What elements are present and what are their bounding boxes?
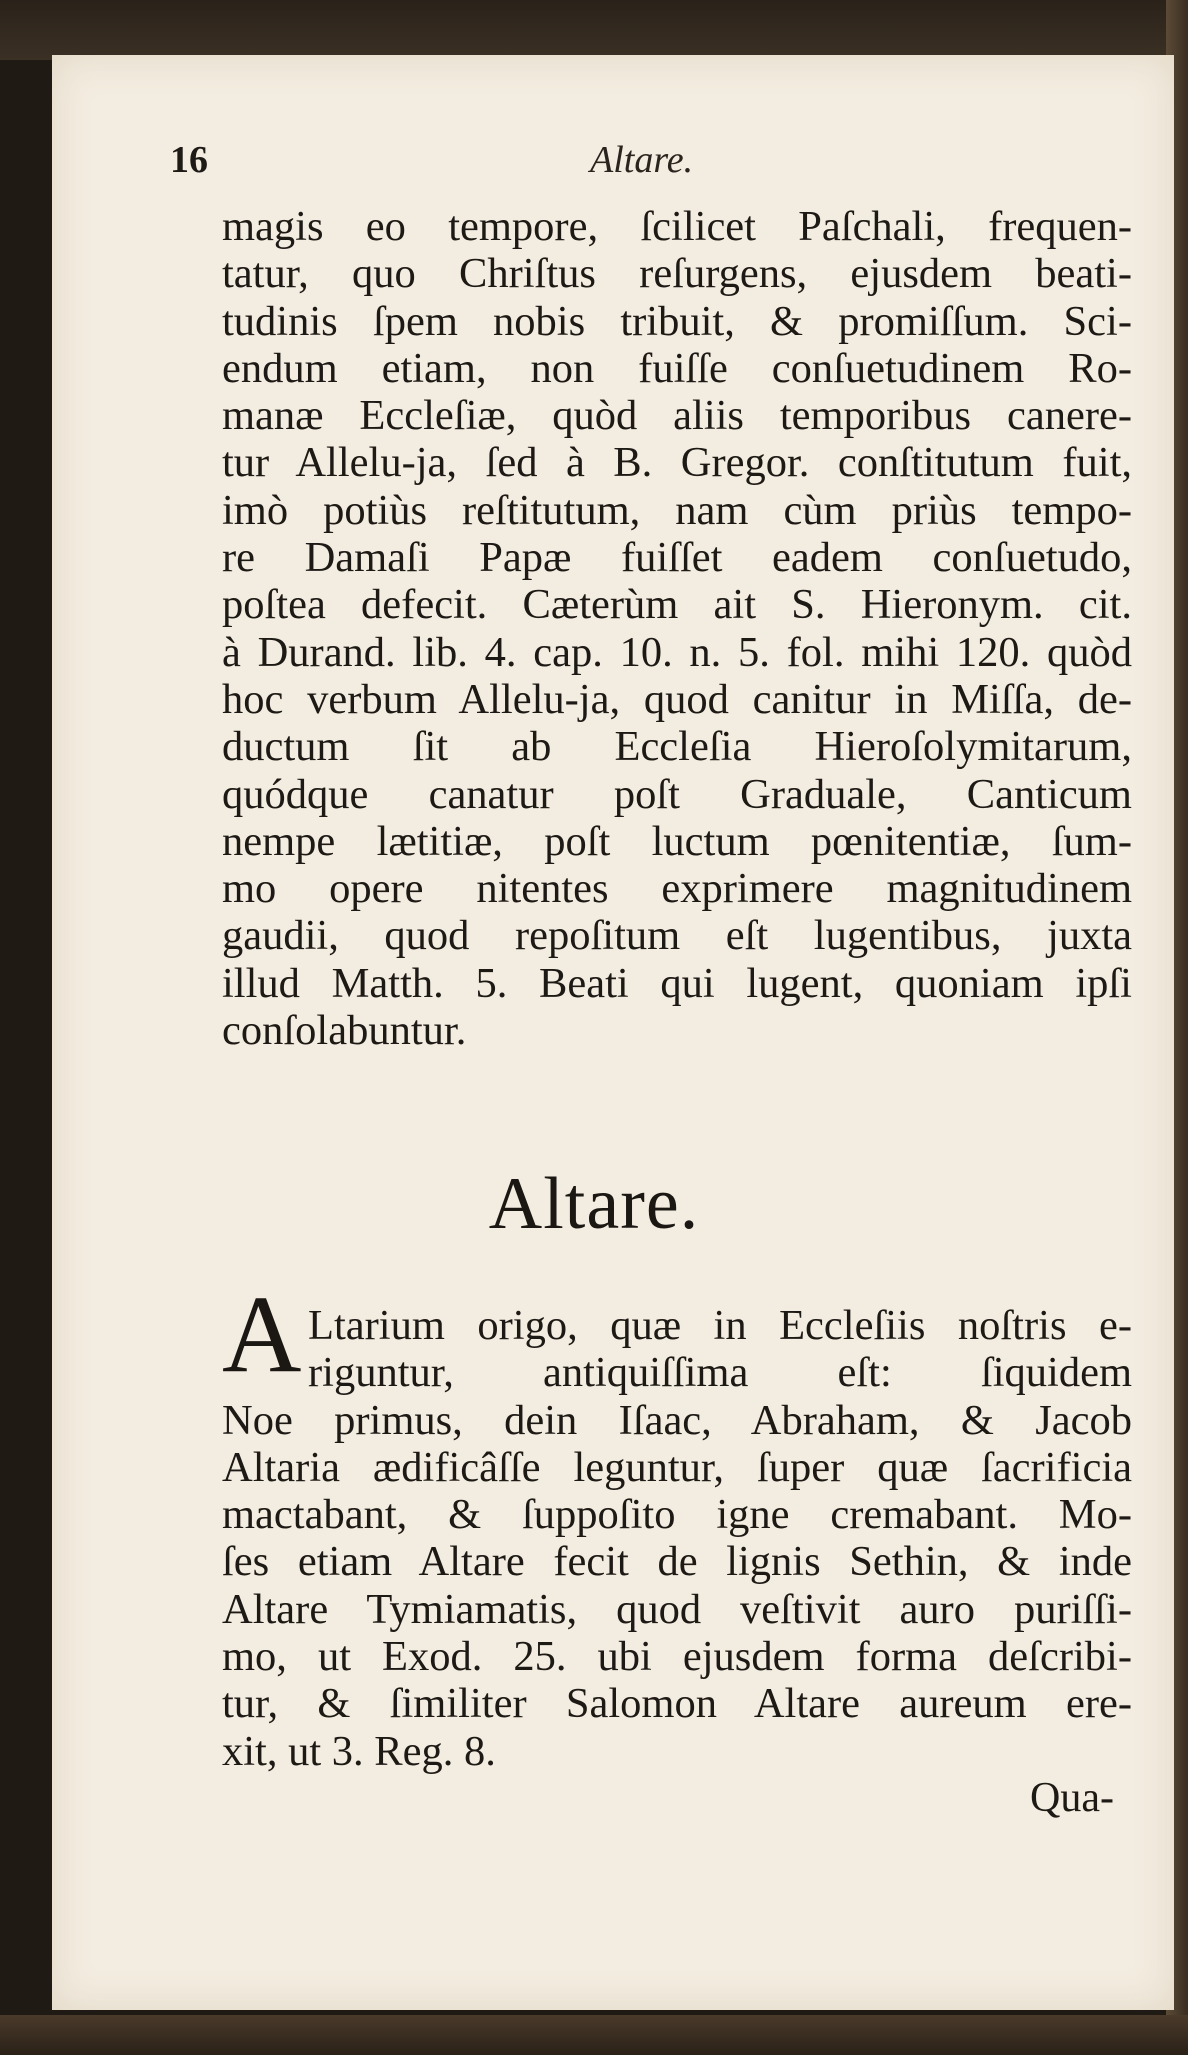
text-line: hoc verbum Allelu-ja, quod canitur in Miſſa, de- — [222, 675, 1132, 723]
text-line: endum etiam, non fuiſſe conſuetudinem Ro- — [222, 344, 1132, 392]
text-line: Noe primus, dein Iſaac, Abraham, & Jacob — [222, 1396, 1132, 1444]
section-title: Altare. — [488, 1163, 700, 1245]
text-line: illud Matth. 5. Beati qui lugent, quoniam ipſi — [222, 959, 1132, 1007]
running-head: Altare. — [590, 139, 694, 181]
text-line: ductum ſit ab Eccleſia Hieroſolymitarum, — [222, 723, 1132, 771]
text-line: tur Allelu-ja, ſed à B. Gregor. conſtitutum fuit, — [222, 439, 1132, 487]
text-line: mo, ut Exod. 25. ubi ejusdem forma deſcribi- — [222, 1633, 1132, 1681]
text-line: imò potiùs reſtitutum, nam cùm priùs tempo- — [222, 486, 1132, 534]
body-text-continued — [222, 203, 1132, 1054]
text-line: tudinis ſpem nobis tribuit, & promiſſum. Sci- — [222, 297, 1132, 345]
text-line: mactabant, & ſuppoſito igne cremabant. Mo- — [222, 1491, 1132, 1539]
text-line: nempe lætitiæ, poſt luctum pœnitentiæ, ſum- — [222, 817, 1132, 865]
text-line: Altaria ædificâſſe leguntur, ſuper quæ ſacrificia — [222, 1443, 1132, 1491]
text-line: magis eo tempore, ſcilicet Paſchali, frequen- — [222, 203, 1132, 250]
text-line: conſolabuntur. — [222, 1007, 467, 1055]
text-line: quódque canatur poſt Graduale, Canticum — [222, 770, 1132, 818]
text-line: gaudii, quod repoſitum eſt lugentibus, juxta — [222, 912, 1132, 960]
book-edge-top — [0, 0, 1188, 60]
text-line: Ltarium origo, quæ in Eccleſiis noſtris e- — [308, 1302, 1132, 1349]
text-line: tatur, quo Chriſtus reſurgens, ejusdem beati- — [222, 250, 1132, 298]
text-line: à Durand. lib. 4. cap. 10. n. 5. fol. mihi 120. quòd — [222, 628, 1132, 676]
book-edge-bottom — [0, 2015, 1188, 2055]
section-body-text — [222, 1302, 1132, 1775]
text-line: riguntur, antiquiſſima eſt: ſiquidem — [308, 1349, 1132, 1397]
text-line: re Damaſi Papæ fuiſſet eadem conſuetudo, — [222, 534, 1132, 582]
text-line: Altare Tymiamatis, quod veſtivit auro puriſſi- — [222, 1585, 1132, 1633]
text-line: manæ Eccleſiæ, quòd aliis temporibus canere- — [222, 392, 1132, 440]
text-line: xit, ut 3. Reg. 8. — [222, 1727, 496, 1775]
catchword: Qua- — [1030, 1775, 1114, 1821]
text-line: ſes etiam Altare fecit de lignis Sethin, & inde — [222, 1538, 1132, 1586]
page-header — [170, 138, 1130, 188]
page-number: 16 — [170, 139, 208, 181]
text-line: poſtea defecit. Cæterùm ait S. Hieronym. cit. — [222, 581, 1132, 629]
text-line: mo opere nitentes exprimere magnitudinem — [222, 865, 1132, 913]
text-line: tur, & ſimiliter Salomon Altare aureum ere- — [222, 1680, 1132, 1728]
drop-cap-initial: A — [222, 1273, 302, 1395]
